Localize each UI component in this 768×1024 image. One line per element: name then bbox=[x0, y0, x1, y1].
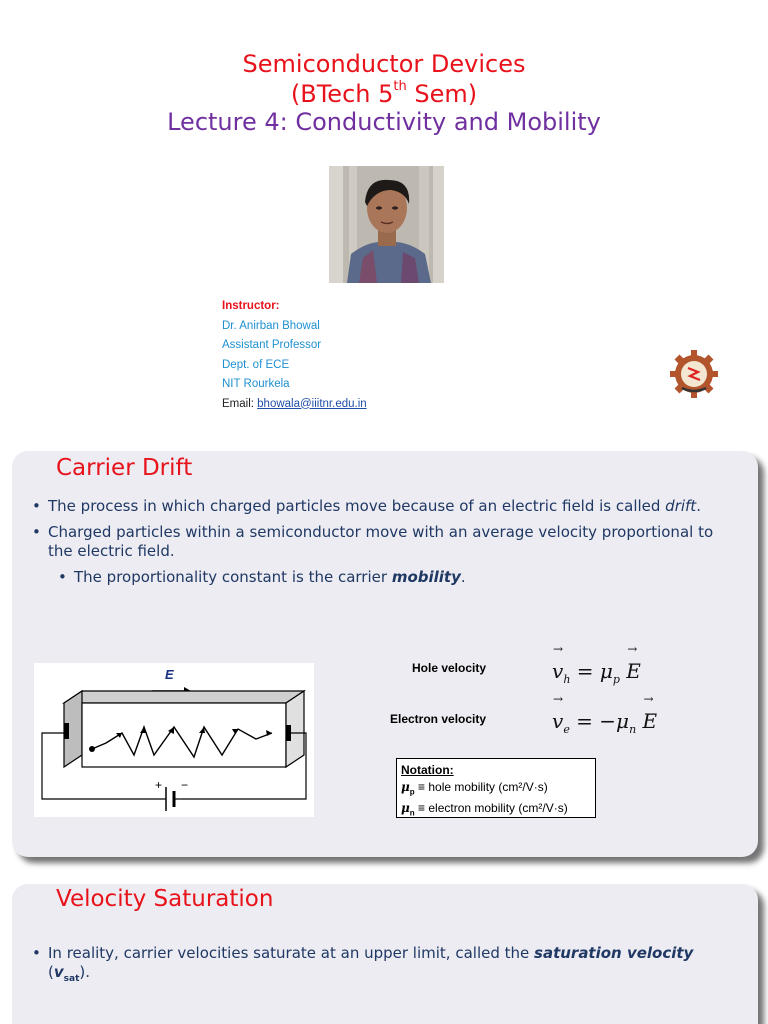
drift-bullets bbox=[32, 497, 732, 594]
course-title: Semiconductor Devices bbox=[242, 50, 526, 78]
bullet-saturation-velocity: • In reality, carrier velocities saturate at an upper limit, called the saturation velocity $(v_{sat})$. bbox=[32, 944, 732, 989]
notation-hole-mobility: $\mu_p$ ≡ hole mobility (cm²/V·s) bbox=[401, 780, 548, 797]
notation-header: Notation: bbox=[401, 763, 454, 777]
instructor-label: Instructor: bbox=[222, 300, 280, 312]
battery-minus-label: − bbox=[181, 778, 189, 792]
bullet-average-velocity: • Charged particles within a semiconductor move with an average velocity proportional to the electric field. bbox=[32, 523, 732, 561]
course-semester: (BTech 5th Sem) bbox=[290, 79, 478, 108]
hole-velocity-equation: → $v_h = \mu_p \to E$ bbox=[552, 659, 641, 683]
electron-velocity-equation: → $v_e = -\mu_n \to E$ bbox=[552, 709, 657, 733]
email-link[interactable]: bhowala@iiitnr.edu.in bbox=[257, 397, 367, 410]
instructor-email-row: Email: bhowala@iiitnr.edu.in bbox=[222, 397, 367, 410]
bullet-mobility: • The proportionality constant is the carrier mobility. bbox=[58, 568, 732, 587]
velocity-saturation-slide bbox=[12, 884, 758, 1024]
instructor-title: Assistant Professor bbox=[222, 339, 322, 351]
instructor-photo bbox=[329, 166, 444, 283]
slide-title: Carrier Drift bbox=[56, 455, 193, 481]
instructor-institute: NIT Rourkela bbox=[222, 378, 290, 390]
title-slide bbox=[0, 0, 768, 440]
field-label: E bbox=[165, 667, 174, 682]
nit-rourkela-logo-icon bbox=[668, 348, 720, 400]
electron-velocity-label: Electron velocity bbox=[390, 712, 487, 726]
carrier-drift-slide bbox=[12, 451, 758, 857]
slide-title: Velocity Saturation bbox=[56, 886, 274, 912]
notation-box bbox=[396, 758, 596, 818]
battery-plus-label: + bbox=[155, 778, 163, 792]
lecture-title: Lecture 4: Conductivity and Mobility bbox=[167, 108, 601, 136]
saturation-bullets bbox=[32, 944, 732, 996]
bullet-drift-definition: • The process in which charged particles move because of an electric field is called drift. bbox=[32, 497, 732, 516]
instructor-dept: Dept. of ECE bbox=[222, 358, 290, 371]
hole-velocity-label: Hole velocity bbox=[412, 661, 487, 675]
instructor-name: Dr. Anirban Bhowal bbox=[222, 319, 320, 332]
notation-electron-mobility: $\mu_n$ ≡ electron mobility (cm²/V·s) bbox=[401, 801, 568, 818]
drift-diagram bbox=[34, 663, 314, 817]
instructor-info bbox=[222, 297, 367, 414]
